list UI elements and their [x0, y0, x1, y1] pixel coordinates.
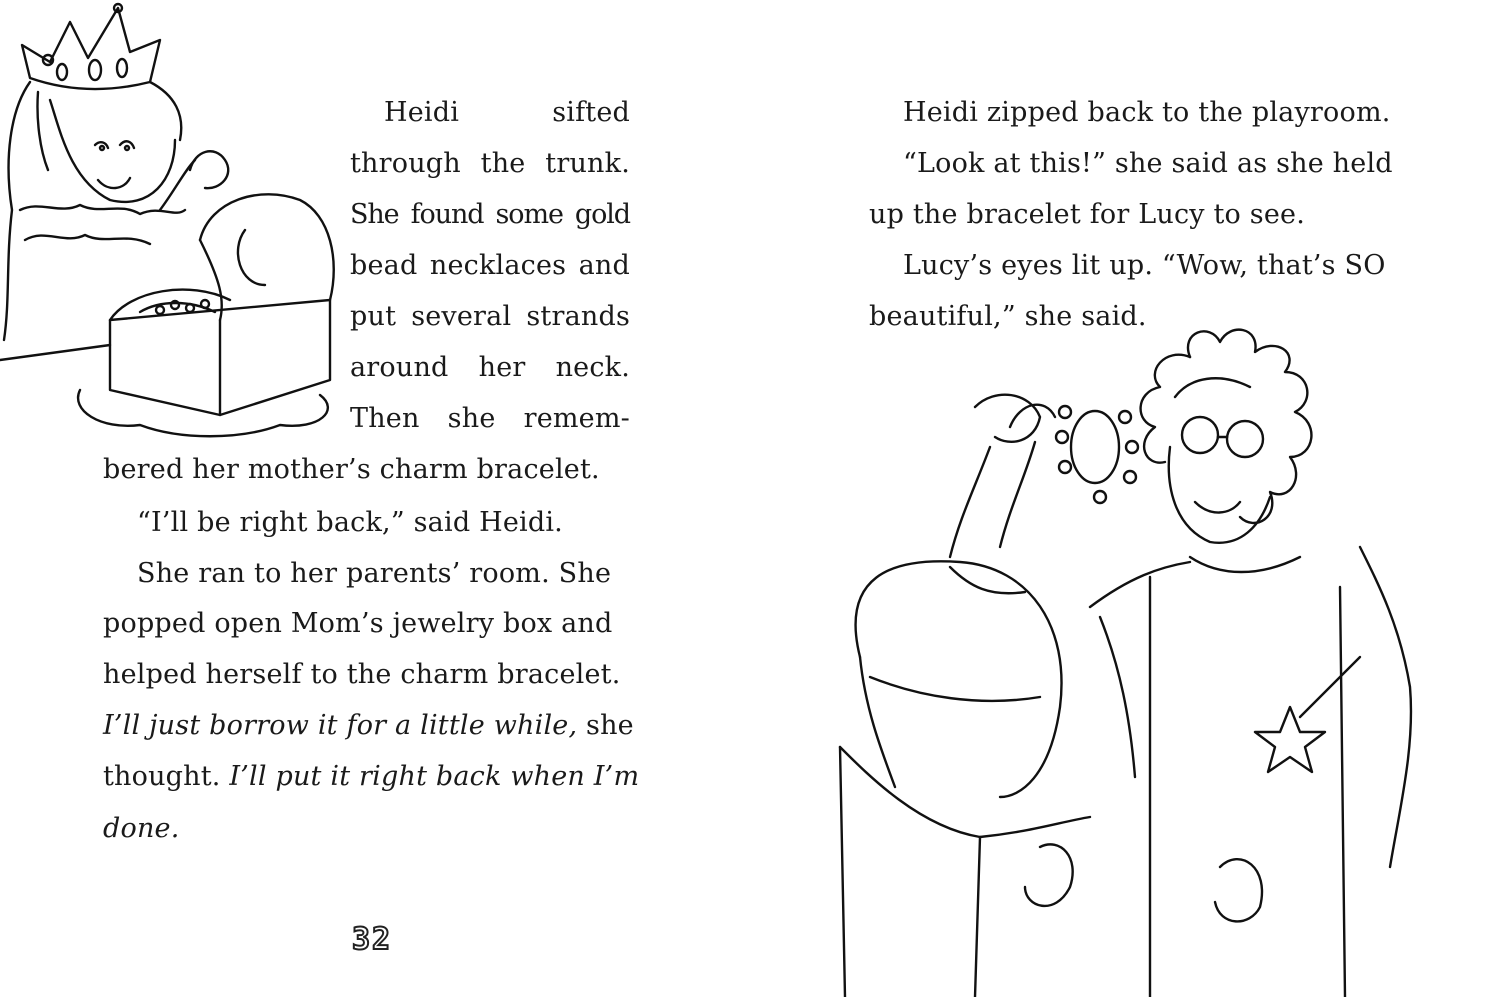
text-line: popped open Mom’s jewelry box and	[103, 608, 613, 639]
italic-thought: done.	[103, 813, 180, 844]
word: found	[410, 199, 484, 230]
word: put	[350, 301, 397, 332]
text-line	[350, 198, 630, 232]
word: gold	[574, 199, 630, 230]
text-line: helped herself to the charm bracelet.	[103, 659, 621, 690]
text-line	[103, 760, 639, 794]
word: neck.	[555, 352, 630, 383]
text-line	[384, 96, 630, 130]
word: necklaces	[429, 250, 567, 281]
text-line: “Look at this!” she said as she held	[903, 148, 1393, 179]
text-line	[350, 147, 630, 181]
word: several	[411, 301, 512, 332]
text-fragment: she	[577, 710, 634, 741]
text-line: Lucy’s eyes lit up. “Wow, that’s SO	[903, 250, 1386, 281]
word: Heidi	[384, 97, 460, 128]
text-line: She ran to her parents’ room. She	[137, 558, 612, 589]
word: She	[350, 199, 399, 230]
right-page	[750, 0, 1500, 997]
page-number: 32	[352, 922, 393, 957]
text-line: Heidi zipped back to the playroom.	[903, 97, 1391, 128]
word: strands	[526, 301, 630, 332]
word: sifted	[552, 97, 630, 128]
text-line	[350, 351, 630, 385]
text-line: bered her mother’s charm bracelet.	[103, 454, 600, 485]
text-line: beautiful,” she said.	[869, 301, 1147, 332]
italic-thought: I’ll just borrow it for a little while,	[103, 710, 578, 741]
word: trunk.	[545, 148, 630, 179]
text-line: up the bracelet for Lucy to see.	[869, 199, 1305, 230]
text-line: “I’ll be right back,” said Heidi.	[137, 507, 563, 538]
girls-bracelet-illustration	[800, 327, 1490, 997]
word: remem-	[523, 403, 630, 434]
word: and	[578, 250, 630, 281]
word: her	[478, 352, 526, 383]
text-line	[350, 300, 630, 334]
word: around	[350, 352, 449, 383]
word: she	[447, 403, 496, 434]
word: Then	[350, 403, 420, 434]
text-line	[350, 402, 630, 436]
text-line	[103, 709, 634, 743]
word: the	[480, 148, 526, 179]
girl-crown-chest-illustration	[0, 0, 340, 450]
word: some	[495, 199, 563, 230]
text-fragment: thought.	[103, 761, 230, 792]
text-line	[350, 249, 630, 283]
word: bead	[350, 250, 418, 281]
italic-thought: I’ll put it right back when I’m	[229, 761, 640, 792]
word: through	[350, 148, 461, 179]
